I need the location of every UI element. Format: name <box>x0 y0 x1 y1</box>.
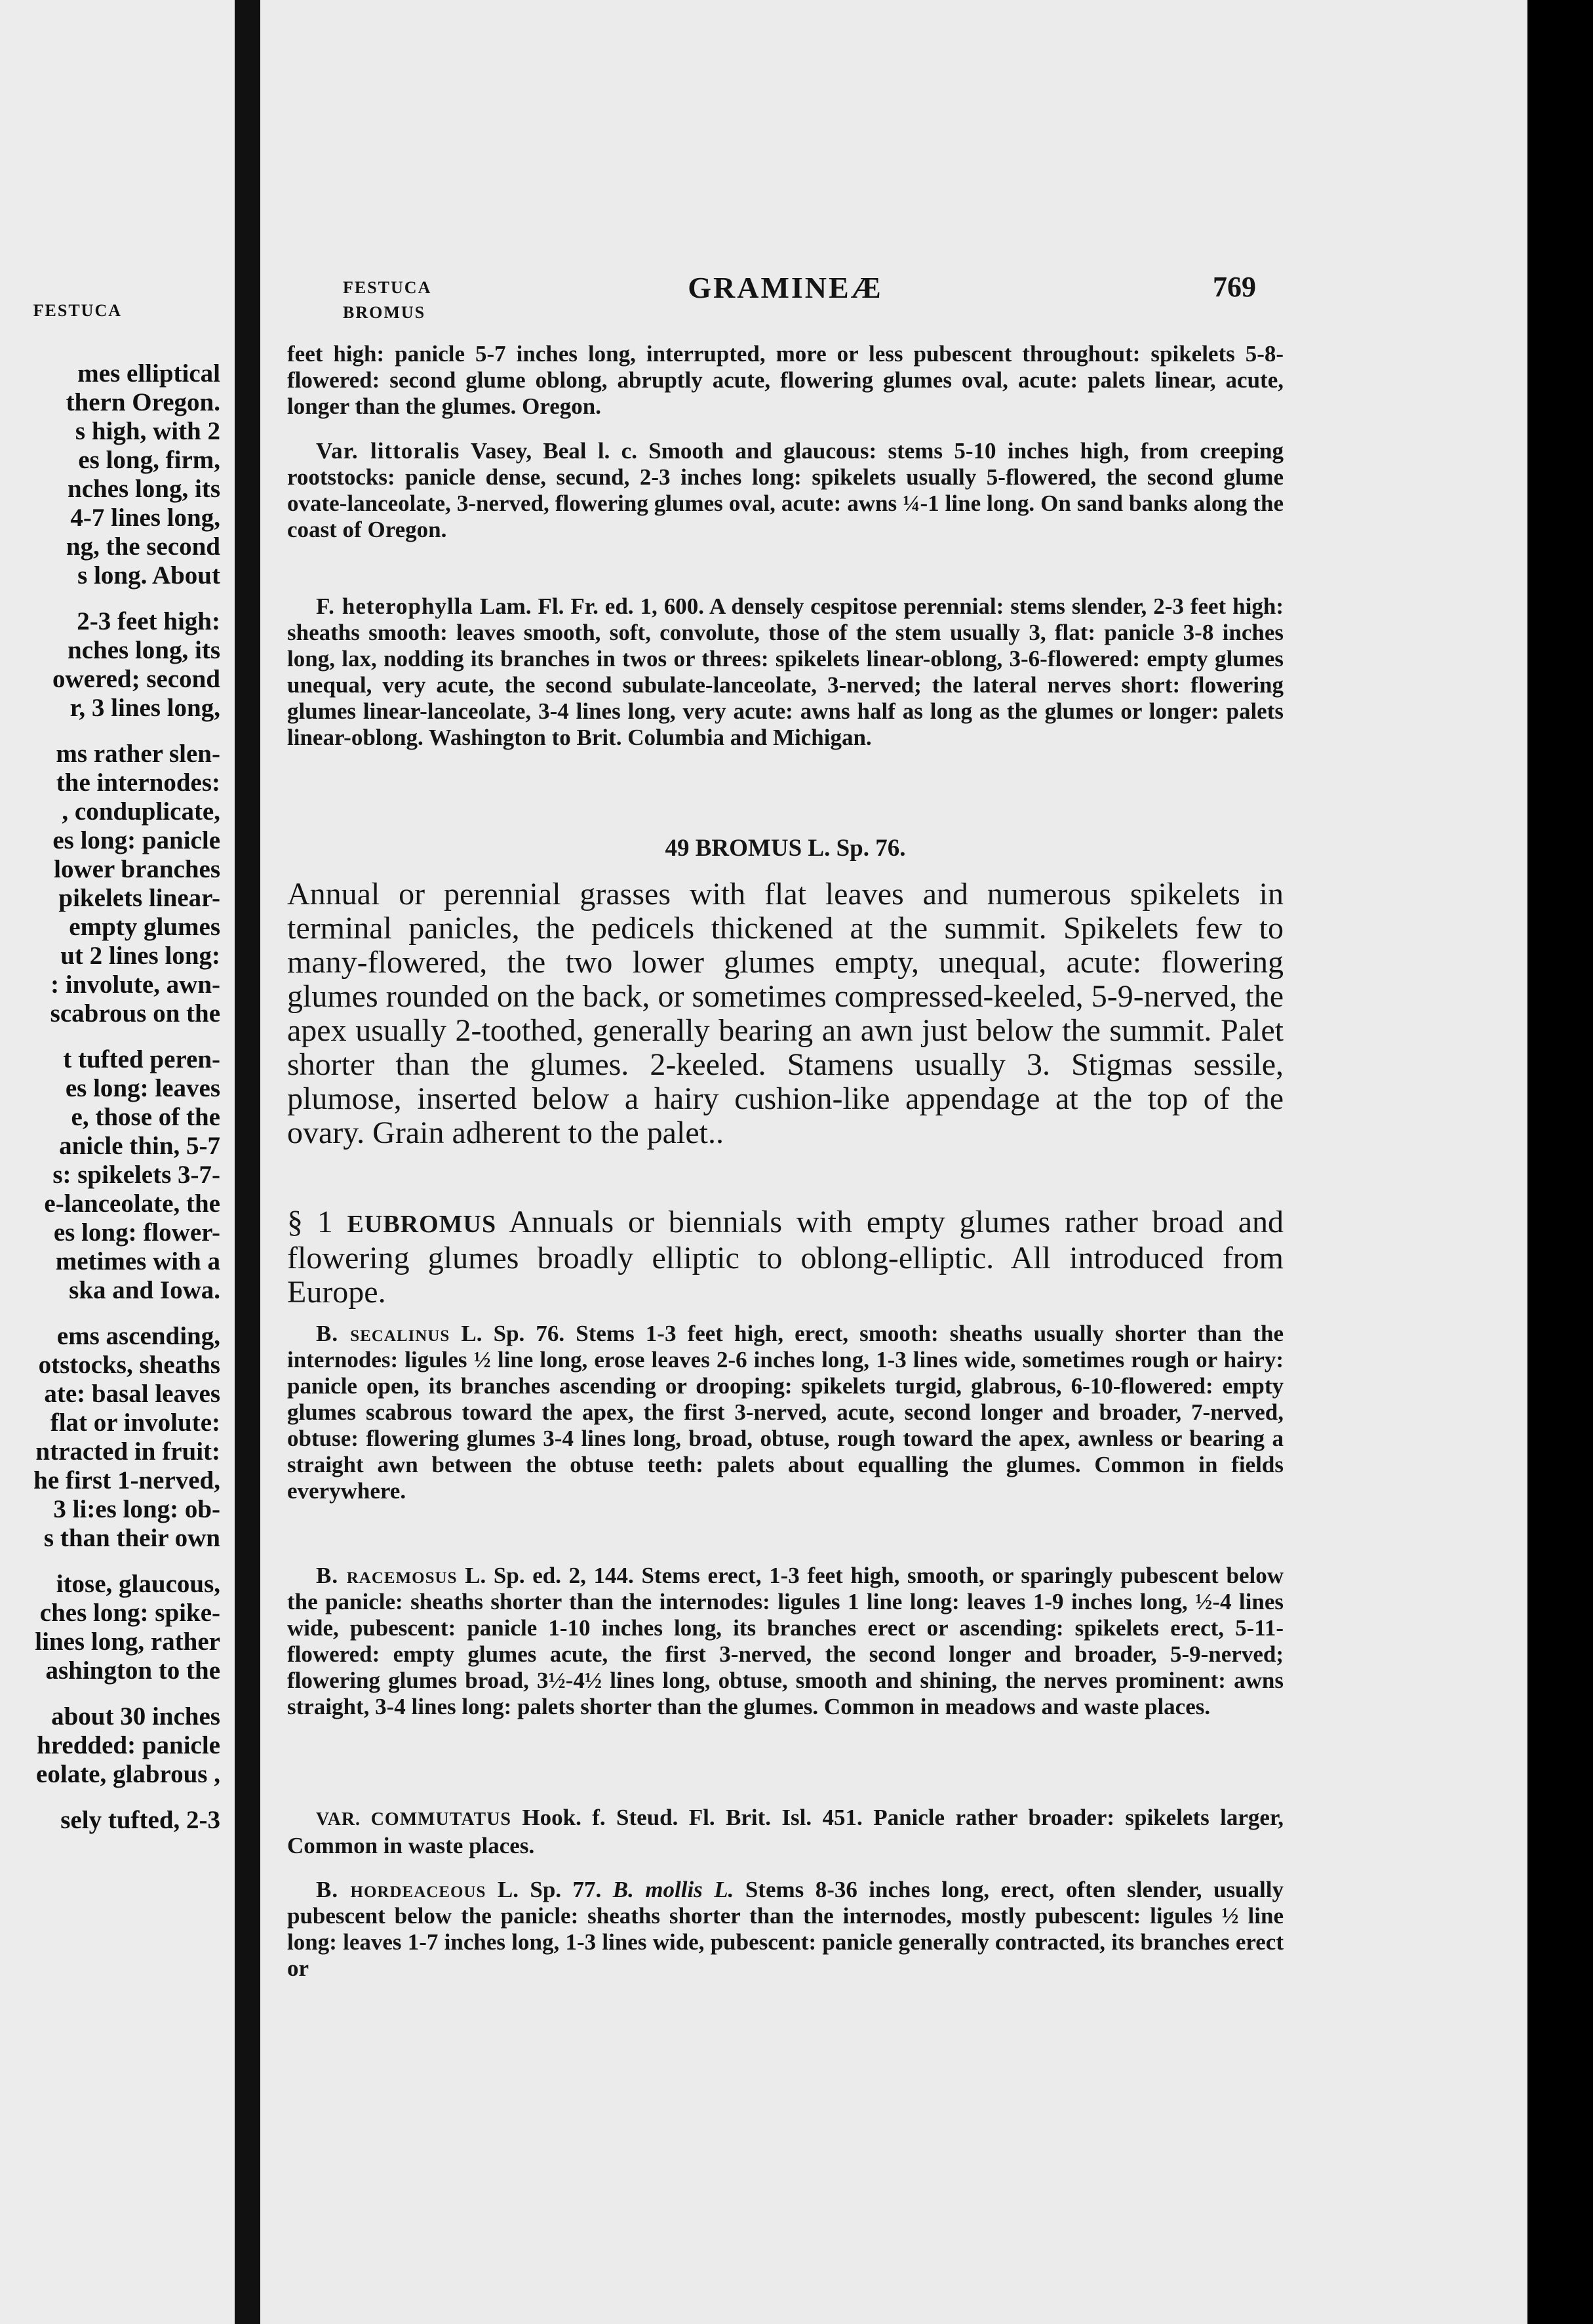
paragraph-text: L. Sp. ed. 2, 144. Stems erect, 1-3 feet high, smooth, or sparingly pubescent below the panicle: sheaths shorter than the internodes: ligules 1 line long: leaves 1-9 inches long, ½-4 lines wide, pubescent: panicle 1-10 inches long, its branches erect or ascending: spikelets erect, 5-11-flowered: empty glumes acute, the first 3-nerved, the second longer and broader, 5-9-nerved; flowering glumes broad, 3½-4½ lines long, obtuse, smooth and shining, the nerves prominent: awns straight, 3-4 lines long: palets shorter than the glumes. Common in meadows and waste places. <box>287 1563 1284 1719</box>
species-hordeaceous <box>287 1877 1284 1982</box>
paragraph-text: L. Sp. 76. Stems 1-3 feet high, erect, smooth: sheaths usually shorter than the internodes: ligules ½ line long, erose leaves 2-6 inches long, 1-3 lines wide, sometimes rough or hairy: panicle open, its branches ascending or drooping: spikelets turgid, glabrous, 6-10-flowered: empty glumes scabrous toward the apex, the first 3-nerved, acute, second longer and broader, 7-nerved, obtuse: flowering glumes 3-4 lines long, broad, obtuse, rough toward the apex, awnless or bearing a straight awn between the obtuse teeth: palets about equalling the glumes. Common in fields everywhere. <box>287 1321 1284 1504</box>
facing-page-line: e-lanceolate, the <box>44 1190 220 1218</box>
facing-page-line: : involute, awn- <box>50 971 220 999</box>
facing-page-line: es long: panicle <box>52 826 220 854</box>
taxon-name: B. secalinus <box>316 1321 450 1346</box>
facing-page-line: ate: basal leaves <box>44 1380 220 1408</box>
taxon-name: F. heterophylla <box>316 593 473 619</box>
facing-page-line: e, those of the <box>71 1103 220 1131</box>
facing-page-line: nches long, its <box>68 475 220 503</box>
facing-page-line: metimes with a <box>55 1247 220 1275</box>
facing-page-line: ntracted in fruit: <box>35 1437 220 1466</box>
facing-page-line: ska and Iowa. <box>69 1276 220 1304</box>
facing-page-line: ng, the second <box>66 532 220 561</box>
facing-page-line: s long. About <box>77 561 220 590</box>
section-name: EUBROMUS <box>347 1211 497 1238</box>
facing-page-line: es long: flower- <box>53 1218 220 1247</box>
facing-page-line: ms rather slen- <box>56 740 220 768</box>
facing-page-line: , conduplicate, <box>62 797 220 826</box>
facing-page-line: flat or involute: <box>50 1409 220 1437</box>
genus-bottom: BROMUS <box>343 303 426 322</box>
page-edge <box>1527 0 1593 2324</box>
taxon-name: B. racemosus <box>316 1563 458 1588</box>
facing-page-line: ut 2 lines long: <box>60 942 220 970</box>
paragraph-text: Lam. Fl. Fr. ed. 1, 600. A densely cespitose perennial: stems slender, 2-3 feet high: sheaths smooth: leaves smooth, soft, convolute, those of the stem usually 3, flat: panicle 3-8 inches long, lax, nodding its branches in twos or threes: spikelets linear-oblong, 3-6-flowered: empty glumes unequal, very acute, the second subulate-lanceolate, 3-nerved; the lateral nerves short: flowering glumes linear-lanceolate, 3-4 lines long, very acute: awns half as long as the glumes or longer: palets linear-oblong. Washington to Brit. Columbia and Michigan. <box>287 593 1284 750</box>
facing-page-line: the internodes: <box>56 769 220 797</box>
facing-page-line: es long: leaves <box>65 1074 220 1102</box>
facing-page-line: empty glumes <box>69 913 220 941</box>
taxon-name: Var. littoralis <box>316 438 460 464</box>
facing-page-line: hredded: panicle <box>37 1731 220 1759</box>
section-description: Annuals or biennials with empty glumes rather broad and flowering glumes broadly elliptic to oblong-elliptic. All introduced from Europe. <box>287 1205 1284 1310</box>
facing-page-line: thern Oregon. <box>66 388 220 416</box>
facing-page-line: t tufted peren- <box>63 1045 220 1073</box>
variety-commutatus <box>287 1805 1284 1859</box>
facing-page <box>0 0 237 2324</box>
paragraph-var-littoralis <box>287 438 1284 543</box>
paragraph-text: Stems 8-36 inches long, erect, often slender, usually pubescent below the panicle: sheaths shorter than the internodes, mostly pubescent: ligules ½ line long: leaves 1-7 inches long, 1-3 lines wide, pubescent: panicle generally contracted, its branches erect or <box>287 1877 1284 1981</box>
facing-page-line: ems ascending, <box>56 1322 220 1350</box>
paragraph-text: feet high: panicle 5-7 inches long, interrupted, more or less pubescent throughout: spikelets 5-8-flowered: second glume oblong, abruptly acute, flowering glumes oval, acute: palets linear, acute, longer than the glumes. Oregon. <box>287 341 1284 419</box>
paragraph-heterophylla <box>287 593 1284 751</box>
facing-page-line: r, 3 lines long, <box>69 694 220 722</box>
taxon-name: B. hordeaceous <box>316 1877 486 1902</box>
facing-page-line: lower branches <box>54 855 220 883</box>
facing-page-line: nches long, its <box>68 636 220 664</box>
synonym: B. mollis L. <box>612 1877 734 1902</box>
species-secalinus <box>287 1321 1284 1504</box>
facing-page-line: mes elliptical <box>77 359 220 388</box>
family-title: GRAMINEÆ <box>688 271 883 304</box>
paragraph-continued <box>287 341 1284 420</box>
section-eubromus <box>287 1205 1284 1310</box>
facing-running-head: FESTUCA <box>33 301 122 320</box>
species-racemosus <box>287 1563 1284 1720</box>
facing-page-line: he first 1-nerved, <box>33 1466 220 1494</box>
facing-page-line: itose, glaucous, <box>56 1570 220 1598</box>
genus-description <box>287 877 1284 1150</box>
facing-page-line: es long, firm, <box>78 446 220 474</box>
page-number: 769 <box>1213 271 1256 303</box>
facing-page-line: eolate, glabrous , <box>36 1760 220 1788</box>
facing-page-line: 3 li:es long: ob- <box>53 1495 220 1523</box>
facing-page-line: 2-3 feet high: <box>77 607 220 635</box>
facing-page-line: 4-7 lines long, <box>70 504 220 532</box>
facing-page-line: scabrous on the <box>50 999 220 1028</box>
genus-top: FESTUCA <box>343 278 432 297</box>
facing-page-line: about 30 inches <box>51 1702 220 1731</box>
facing-page-line: s than their own <box>43 1524 220 1552</box>
facing-page-line: s: spikelets 3-7- <box>52 1161 220 1189</box>
taxon-name: VAR. COMMUTATUS <box>316 1809 511 1830</box>
facing-page-line: lines long, rather <box>35 1628 220 1656</box>
facing-page-line: sely tufted, 2-3 <box>60 1806 220 1834</box>
facing-page-line: pikelets linear- <box>58 884 220 912</box>
facing-page-line: s high, with 2 <box>75 417 220 445</box>
section-number: § 1 <box>287 1205 333 1239</box>
facing-page-line: ashington to the <box>45 1656 220 1685</box>
paragraph-text: Vasey, Beal l. c. Smooth and glaucous: stems 5-10 inches high, from creeping rootstocks: panicle dense, secund, 2-3 inches long: spikelets usually 5-flowered, the second glume ovate-lanceolate, 3-nerved, flowering glumes oval, acute: awns ¼-1 line long. On sand banks along the coast of Oregon. <box>287 438 1284 542</box>
paragraph-text: Hook. f. Steud. Fl. Brit. Isl. 451. Panicle rather broader: spikelets larger, Common in waste places. <box>287 1805 1284 1858</box>
facing-page-line: anicle thin, 5-7 <box>59 1132 220 1160</box>
facing-page-line: owered; second <box>52 665 220 693</box>
facing-page-line: otstocks, sheaths <box>38 1351 220 1379</box>
genus-description-text: Annual or perennial grasses with flat leaves and numerous spikelets in terminal panicles, the pedicels thickened at the summit. Spikelets few to many-flowered, the two lower glumes empty, unequal, acute: flowering glumes rounded on the back, or sometimes compressed-keeled, 5-9-nerved, the apex usually 2-toothed, generally bearing an awn just below the summit. Palet shorter than the glumes. 2-keeled. Stamens usually 3. Stigmas sessile, plumose, inserted below a hairy cushion-like appendage at the top of the ovary. Grain adherent to the palet.. <box>287 877 1284 1150</box>
genus-heading: 49 BROMUS L. Sp. 76. <box>665 835 906 862</box>
facing-page-line: ches long: spike- <box>39 1599 220 1627</box>
paragraph-text: L. Sp. 77. <box>486 1877 613 1902</box>
